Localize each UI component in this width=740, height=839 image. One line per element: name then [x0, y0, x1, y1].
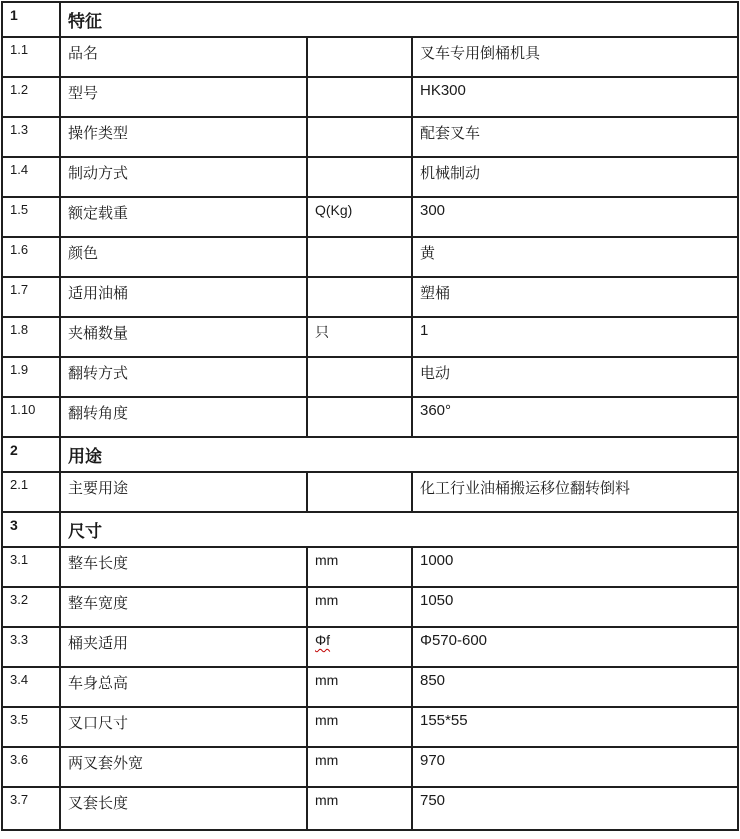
- table-row: [2, 397, 738, 437]
- spec-value: 叉车专用倒桶机具: [412, 37, 738, 77]
- row-number: 1: [2, 2, 60, 37]
- spec-label: 叉套长度: [60, 787, 307, 830]
- spec-label: 桶夹适用: [60, 627, 307, 667]
- spec-label: 额定载重: [60, 197, 307, 237]
- spec-table-body: [2, 2, 738, 830]
- spec-label: 操作类型: [60, 117, 307, 157]
- table-row: [2, 157, 738, 197]
- spec-label: 整车宽度: [60, 587, 307, 627]
- spec-label: 型号: [60, 77, 307, 117]
- row-number: 1.4: [2, 157, 60, 197]
- spec-unit: 只: [307, 317, 412, 357]
- section-title: 用途: [60, 437, 738, 472]
- spec-label: 夹桶数量: [60, 317, 307, 357]
- spec-unit: [307, 77, 412, 117]
- row-number: 3.7: [2, 787, 60, 830]
- spec-value: 1: [412, 317, 738, 357]
- table-row: [2, 547, 738, 587]
- table-row: [2, 587, 738, 627]
- table-row: [2, 237, 738, 277]
- spec-value: 1000: [412, 547, 738, 587]
- row-number: 1.8: [2, 317, 60, 357]
- table-row: [2, 277, 738, 317]
- spec-label: 车身总高: [60, 667, 307, 707]
- section-header-row: [2, 437, 738, 472]
- table-row: [2, 317, 738, 357]
- spec-value: 1050: [412, 587, 738, 627]
- row-number: 3.6: [2, 747, 60, 787]
- spec-label: 翻转方式: [60, 357, 307, 397]
- spec-unit: mm: [307, 707, 412, 747]
- spec-unit: [307, 117, 412, 157]
- spec-label: 适用油桶: [60, 277, 307, 317]
- table-row: [2, 787, 738, 830]
- spec-value: 850: [412, 667, 738, 707]
- table-row: [2, 747, 738, 787]
- spec-value: 机械制动: [412, 157, 738, 197]
- table-row: [2, 77, 738, 117]
- table-row: [2, 357, 738, 397]
- row-number: 3: [2, 512, 60, 547]
- spec-unit: mm: [307, 547, 412, 587]
- spec-value: 配套叉车: [412, 117, 738, 157]
- section-title: 特征: [60, 2, 738, 37]
- table-row: [2, 707, 738, 747]
- row-number: 1.5: [2, 197, 60, 237]
- spec-label: 整车长度: [60, 547, 307, 587]
- row-number: 2: [2, 437, 60, 472]
- row-number: 1.10: [2, 397, 60, 437]
- spec-unit: Q(Kg): [307, 197, 412, 237]
- spec-value: 塑桶: [412, 277, 738, 317]
- spellcheck-squiggle-text: Φf: [315, 632, 331, 648]
- spec-unit: [307, 277, 412, 317]
- spec-value: HK300: [412, 77, 738, 117]
- spec-value: 155*55: [412, 707, 738, 747]
- spec-table: [1, 1, 739, 831]
- row-number: 3.3: [2, 627, 60, 667]
- spec-value: 化工行业油桶搬运移位翻转倒料: [412, 472, 738, 512]
- table-row: [2, 37, 738, 77]
- spec-unit: mm: [307, 667, 412, 707]
- spec-value: Φ570-600: [412, 627, 738, 667]
- table-row: [2, 627, 738, 667]
- section-header-row: [2, 2, 738, 37]
- spec-label: 品名: [60, 37, 307, 77]
- spec-unit: mm: [307, 747, 412, 787]
- spec-label: 颜色: [60, 237, 307, 277]
- row-number: 1.7: [2, 277, 60, 317]
- row-number: 2.1: [2, 472, 60, 512]
- row-number: 1.1: [2, 37, 60, 77]
- table-row: [2, 117, 738, 157]
- spec-value: 360°: [412, 397, 738, 437]
- row-number: 1.9: [2, 357, 60, 397]
- row-number: 3.2: [2, 587, 60, 627]
- spec-unit: [307, 37, 412, 77]
- spec-label: 翻转角度: [60, 397, 307, 437]
- spec-label: 主要用途: [60, 472, 307, 512]
- spec-label: 制动方式: [60, 157, 307, 197]
- row-number: 1.6: [2, 237, 60, 277]
- spec-value: 750: [412, 787, 738, 830]
- spec-label: 叉口尺寸: [60, 707, 307, 747]
- spec-label: 两叉套外宽: [60, 747, 307, 787]
- row-number: 3.4: [2, 667, 60, 707]
- table-row: [2, 472, 738, 512]
- spec-unit: [307, 627, 412, 667]
- section-header-row: [2, 512, 738, 547]
- table-row: [2, 197, 738, 237]
- spec-unit: [307, 157, 412, 197]
- row-number: 3.5: [2, 707, 60, 747]
- spec-unit: mm: [307, 787, 412, 830]
- spec-value: 970: [412, 747, 738, 787]
- section-title: 尺寸: [60, 512, 738, 547]
- row-number: 3.1: [2, 547, 60, 587]
- row-number: 1.2: [2, 77, 60, 117]
- spec-value: 电动: [412, 357, 738, 397]
- spec-unit: mm: [307, 587, 412, 627]
- row-number: 1.3: [2, 117, 60, 157]
- spec-value: 黄: [412, 237, 738, 277]
- spec-unit: [307, 237, 412, 277]
- spec-value: 300: [412, 197, 738, 237]
- spec-unit: [307, 397, 412, 437]
- spec-unit: [307, 357, 412, 397]
- spec-unit: [307, 472, 412, 512]
- table-row: [2, 667, 738, 707]
